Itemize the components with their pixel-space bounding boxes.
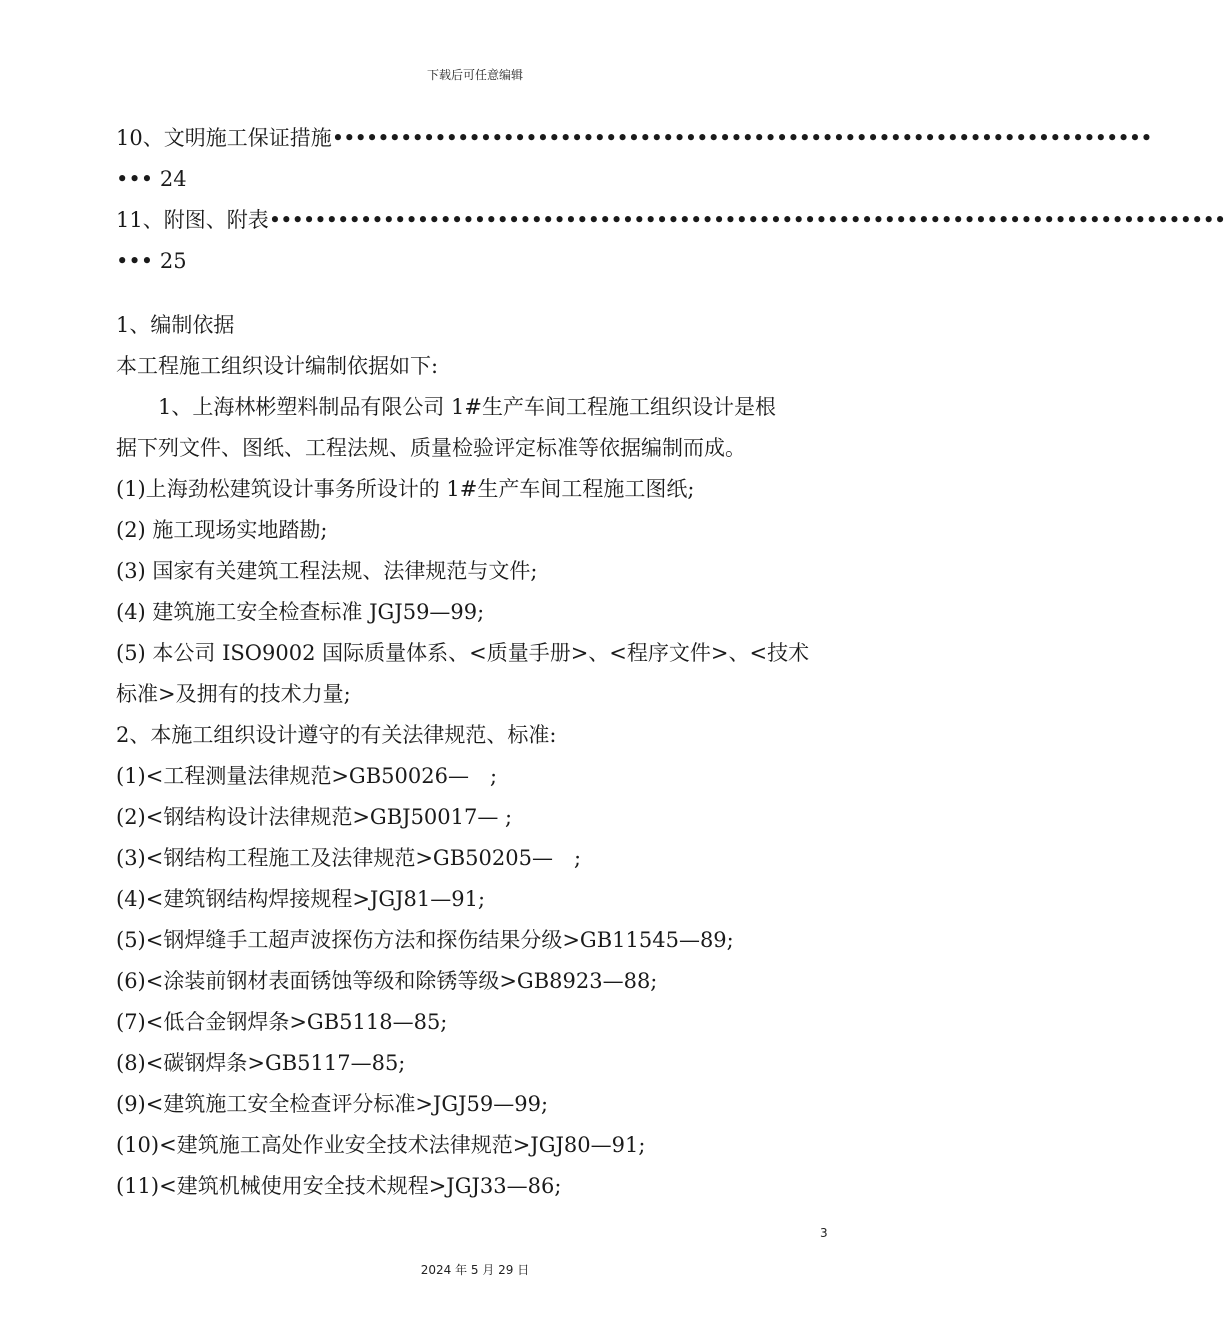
section-intro: 本工程施工组织设计编制依据如下: — [116, 354, 439, 378]
toc-title: 11、附图、附表 — [116, 208, 269, 232]
spacer — [116, 282, 832, 305]
list-item: (1)<工程测量法律规范>GB50026— ; — [116, 764, 498, 788]
list-item: (8)<碳钢焊条>GB5117—85; — [116, 1051, 406, 1075]
toc-title: 10、文明施工保证措施 — [116, 126, 332, 150]
toc-entry-10 — [116, 118, 1152, 159]
list-item: 标准>及拥有的技术力量; — [116, 682, 351, 706]
document-body — [116, 118, 1225, 1207]
list-item: (11)<建筑机械使用安全技术规程>JGJ33—86; — [116, 1174, 562, 1198]
toc-entry-11-page: ••• 25 — [116, 249, 187, 273]
list-item: (5) 本公司 ISO9002 国际质量体系、<质量手册>、<程序文件>、<技术 — [116, 641, 810, 665]
section-heading: 1、编制依据 — [116, 313, 235, 337]
list-item: (3)<钢结构工程施工及法律规范>GB50205— ; — [116, 846, 582, 870]
list-item: (10)<建筑施工高处作业安全技术法律规范>JGJ80—91; — [116, 1133, 646, 1157]
paragraph-line: 据下列文件、图纸、工程法规、质量检验评定标准等依据编制而成。 — [116, 436, 746, 460]
section-heading: 2、本施工组织设计遵守的有关法律规范、标准: — [116, 723, 557, 747]
page-number: 3 — [820, 1226, 828, 1240]
list-item: (4) 建筑施工安全检查标准 JGJ59—99; — [116, 600, 485, 624]
list-item: (5)<钢焊缝手工超声波探伤方法和探伤结果分级>GB11545—89; — [116, 928, 734, 952]
list-item: (3) 国家有关建筑工程法规、法律规范与文件; — [116, 559, 538, 583]
list-item: (6)<涂装前钢材表面锈蚀等级和除锈等级>GB8923—88; — [116, 969, 658, 993]
list-item: (2)<钢结构设计法律规范>GBJ50017— ; — [116, 805, 513, 829]
list-item: (4)<建筑钢结构焊接规程>JGJ81—91; — [116, 887, 486, 911]
toc-leader-dots: •••••••••••••••••••••••••••••••••••••••••••••••••••••••••••••••••••••••• — [331, 126, 1152, 150]
list-item: (7)<低合金钢焊条>GB5118—85; — [116, 1010, 448, 1034]
list-item: (9)<建筑施工安全检查评分标准>JGJ59—99; — [116, 1092, 549, 1116]
footer-date: 2024 年 5 月 29 日 — [420, 1263, 530, 1277]
paragraph-line: 1、上海林彬塑料制品有限公司 1#生产车间工程施工组织设计是根 — [158, 395, 776, 419]
list-item: (2) 施工现场实地踏勘; — [116, 518, 328, 542]
toc-leader-dots: •••••••••••••••••••••••••••••••••••••••••••••••••••••••••••••••••••••••••••••••••••• — [268, 208, 1225, 232]
toc-entry-10-page: ••• 24 — [116, 167, 187, 191]
toc-entry-11 — [116, 200, 1225, 241]
list-item: (1)上海劲松建筑设计事务所设计的 1#生产车间工程施工图纸; — [116, 477, 695, 501]
page-header: 下载后可任意编辑 — [426, 68, 523, 82]
